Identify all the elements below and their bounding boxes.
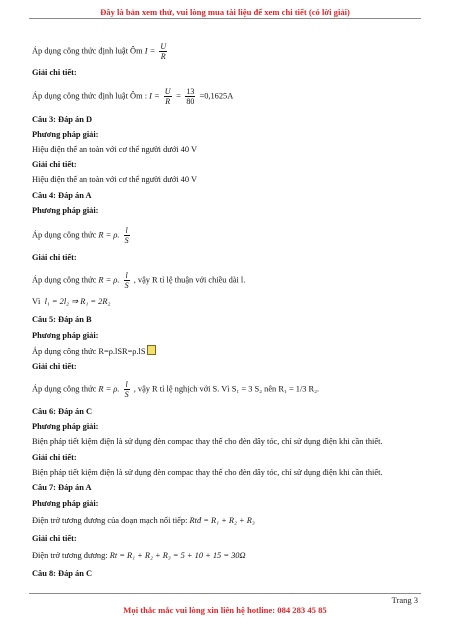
line-text: Điện trở tương đương:: [32, 551, 108, 560]
series-resistance-method-line: [32, 515, 255, 526]
pointer-icon: [147, 345, 156, 355]
line-text: Áp dụng công thức: [32, 275, 97, 285]
fraction: [164, 87, 172, 106]
solution-heading: Giải chi tiết:: [32, 68, 77, 77]
solution-text: Hiệu điện thế an toàn với cơ thể người dưới 40 V: [32, 175, 198, 184]
method-text: Biện pháp tiết kiệm điện là sử dụng đèn compac thay thế cho đèn dây tóc, chỉ sử dụng điện khi cần thiết.: [32, 437, 383, 446]
equals-sign: =: [175, 91, 182, 101]
relation-formula: l₁ = 2l₂ ⇒ R₁ = 2R₂: [44, 297, 111, 306]
line-text: Áp dụng công thức: [32, 384, 97, 394]
resistivity-formula-line: [32, 226, 132, 245]
numerator: U: [164, 87, 171, 96]
solution-heading: Giải chi tiết:: [32, 160, 77, 169]
resistivity-solution-line: [32, 271, 245, 290]
method-heading: Phương pháp giải:: [32, 331, 99, 340]
question-5-heading: Câu 5: Đáp án B: [32, 315, 92, 324]
fraction: [124, 380, 130, 399]
denominator: R: [160, 52, 166, 61]
line-text: Vì: [32, 297, 41, 306]
question-8-heading: Câu 8: Đáp án C: [32, 569, 93, 578]
numerator: l: [125, 380, 128, 389]
line-text: Điện trở tương đương của đoạn mạch nối tiếp:: [32, 516, 188, 525]
method-heading: Phương pháp giải:: [32, 206, 99, 215]
solution-heading: Giải chi tiết:: [32, 253, 77, 262]
question-7-heading: Câu 7: Đáp án A: [32, 483, 92, 492]
denominator: S: [124, 281, 129, 290]
formula-lhs: R = ρ.: [98, 384, 120, 394]
numerator: l: [125, 271, 128, 280]
header-divider: [29, 18, 421, 19]
length-relation-line: [32, 296, 110, 307]
formula-lhs: R = ρ.: [98, 230, 120, 240]
method-text: Áp dụng công thức R=ρ.lSR=ρ.lS: [32, 347, 146, 356]
solution-heading: Giải chi tiết:: [32, 362, 77, 371]
denominator: S: [124, 390, 129, 399]
denominator: R: [165, 97, 171, 106]
denominator: 80: [186, 97, 195, 106]
series-resistance-solution-line: [32, 550, 246, 561]
fraction: [124, 271, 130, 290]
preview-banner: Đây là bản xem thử, vui lòng mua tài liệu để xem chi tiết (có lời giải): [100, 7, 350, 17]
numerator: 13: [186, 87, 195, 96]
line-tail: , vậy R tỉ lệ thuận với chiều dài l.: [133, 275, 246, 285]
denominator: S: [124, 236, 129, 245]
fraction: [185, 87, 195, 106]
formula-lhs: I =: [144, 46, 156, 56]
method-heading: Phương pháp giải:: [32, 422, 99, 431]
solution-heading: Giải chi tiết:: [32, 453, 77, 462]
ohm-calc-line: [32, 87, 233, 106]
method-heading: Phương pháp giải:: [32, 130, 99, 139]
numerator: U: [160, 42, 167, 51]
series-formula: Rtđ = R₁ + R₂ + R₃: [189, 516, 255, 525]
page-number: Trang 3: [391, 595, 418, 605]
hotline-banner: Mọi thắc mắc vui lòng xin liên hệ hotline: 084 283 45 85: [123, 605, 327, 615]
question-3-heading: Câu 3: Đáp án D: [32, 115, 93, 124]
resistivity-solution-line: [32, 380, 319, 399]
fraction: [124, 226, 130, 245]
footer-divider: [29, 593, 421, 594]
numerator: l: [125, 226, 128, 235]
solution-heading: Giải chi tiết:: [32, 534, 77, 543]
line-text: Áp dụng công thức định luật Ôm: [32, 46, 143, 56]
question-4-heading: Câu 4: Đáp án A: [32, 191, 92, 200]
question-6-heading: Câu 6: Đáp án C: [32, 407, 93, 416]
series-calc: Rt = R₁ + R₂ + R₃ = 5 + 10 + 15 = 30Ω: [109, 551, 246, 560]
method-text-line: [32, 345, 156, 357]
line-text: Áp dụng công thức định luật Ôm :: [32, 91, 148, 101]
line-text: Áp dụng công thức: [32, 230, 97, 240]
solution-text: Biện pháp tiết kiệm điện là sử dụng đèn compac thay thế cho đèn dây tóc, chỉ sử dụng điện khi cần thiết.: [32, 468, 383, 477]
line-tail: , vậy R tỉ lệ nghịch với S. Vì S₁ = 3 S₂ nên R₁ = 1/3 R₂.: [133, 384, 320, 394]
method-text: Hiệu điện thế an toàn với cơ thể người dưới 40 V: [32, 145, 198, 154]
calc-result: =0,1625A: [199, 91, 234, 101]
formula-lhs: I =: [149, 91, 160, 101]
method-heading: Phương pháp giải:: [32, 499, 99, 508]
fraction: [159, 42, 167, 61]
ohm-formula-line: [32, 42, 169, 61]
formula-lhs: R = ρ.: [98, 275, 120, 285]
